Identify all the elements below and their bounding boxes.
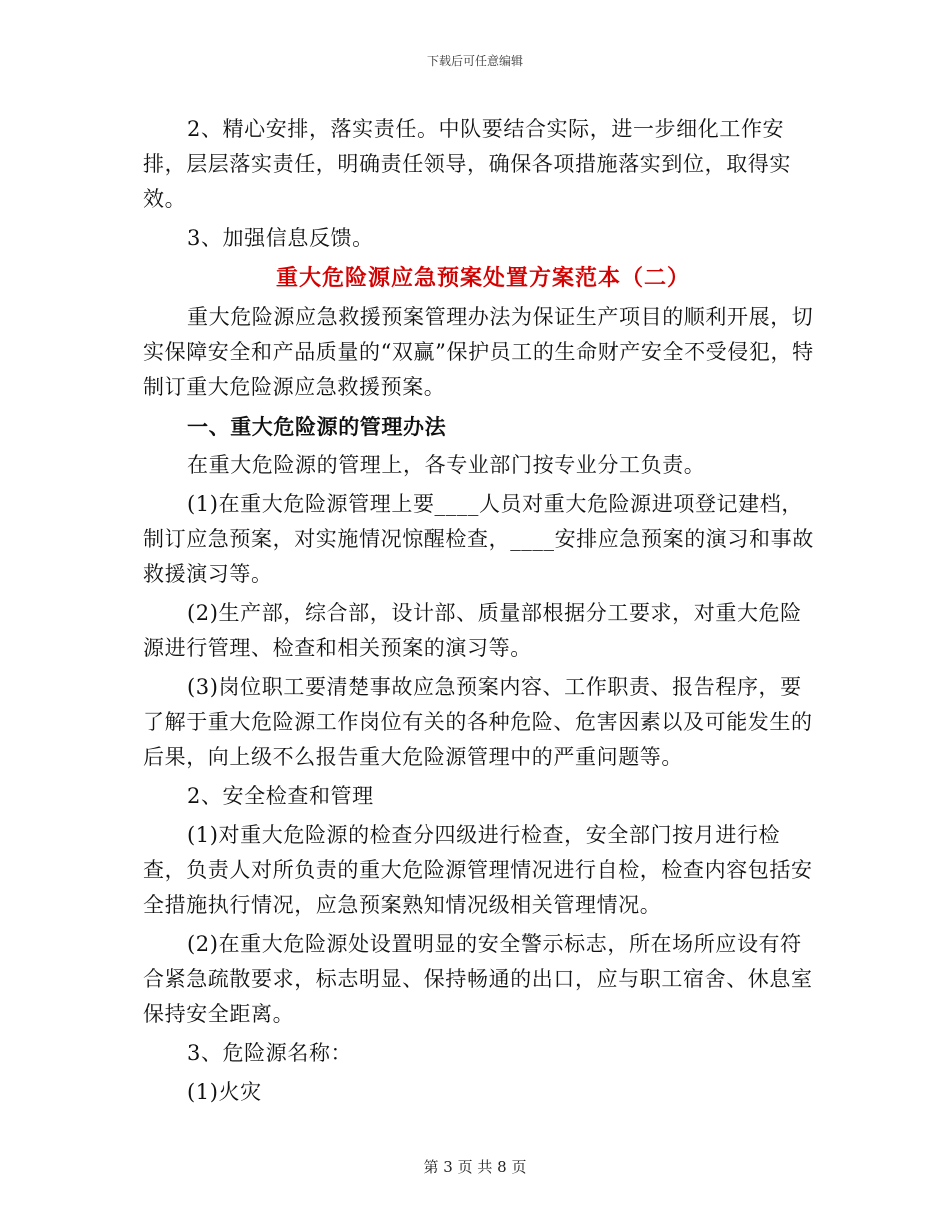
paragraph-feedback: 3、加强信息反馈。 — [187, 226, 374, 250]
page-footer: 第 3 页 共 8 页 — [423, 1158, 527, 1176]
paragraph-item-3: (3)岗位职工要清楚事故应急预案内容、工作职责、报告程序，要了解于重大危险源工作岗位有关的各种危险、危害因素以及可能发生的后果，向上级不么报告重大危险源管理中的严重问题等。 — [143, 675, 813, 769]
paragraph-check-1: (1)对重大危险源的检查分四级进行检查，安全部门按月进行检查，负责人对所负责的重大危险源管理情况进行自检，检查内容包括安全措施执行情况，应急预案熟知情况级相关管理情况。 — [143, 823, 813, 917]
paragraph-item-1: (1)在重大危险源管理上要____人员对重大危险源进项登记建档，制订应急预案，对实施情况惊醒检查，____安排应急预案的演习和事故救援演习等。 — [143, 492, 814, 586]
page-header: 下载后可任意编辑 — [426, 54, 523, 68]
paragraph-intro: 重大危险源应急救援预案管理办法为保证生产项目的顺利开展，切实保障安全和产品质量的“双赢”保护员工的生命财产安全不受侵犯，特制订重大危险源应急救援预案。 — [143, 305, 814, 399]
section-heading-management: 一、重大危险源的管理办法 — [187, 414, 447, 439]
paragraph-safety-check: 2、安全检查和管理 — [187, 784, 374, 808]
paragraph-hazard-names: 3、危险源名称： — [187, 1041, 353, 1065]
paragraph-responsibility: 2、精心安排，落实责任。中队要结合实际，进一步细化工作安排，层层落实责任，明确责任领导，确保各项措施落实到位，取得实效。 — [143, 117, 791, 211]
section-title: 重大危险源应急预案处置方案范本（二） — [275, 265, 690, 291]
paragraph-management-overview: 在重大危险源的管理上，各专业部门按专业分工负责。 — [187, 453, 706, 477]
document-body — [143, 112, 823, 1114]
paragraph-check-2: (2)在重大危险源处设置明显的安全警示标志，所在场所应设有符合紧急疏散要求，标志明显、保持畅通的出口，应与职工宿舍、休息室保持安全距离。 — [143, 932, 813, 1026]
paragraph-item-2: (2)生产部，综合部，设计部、质量部根据分工要求，对重大危险源进行管理、检查和相关预案的演习等。 — [143, 601, 802, 660]
paragraph-fire: (1)火灾 — [187, 1080, 262, 1104]
